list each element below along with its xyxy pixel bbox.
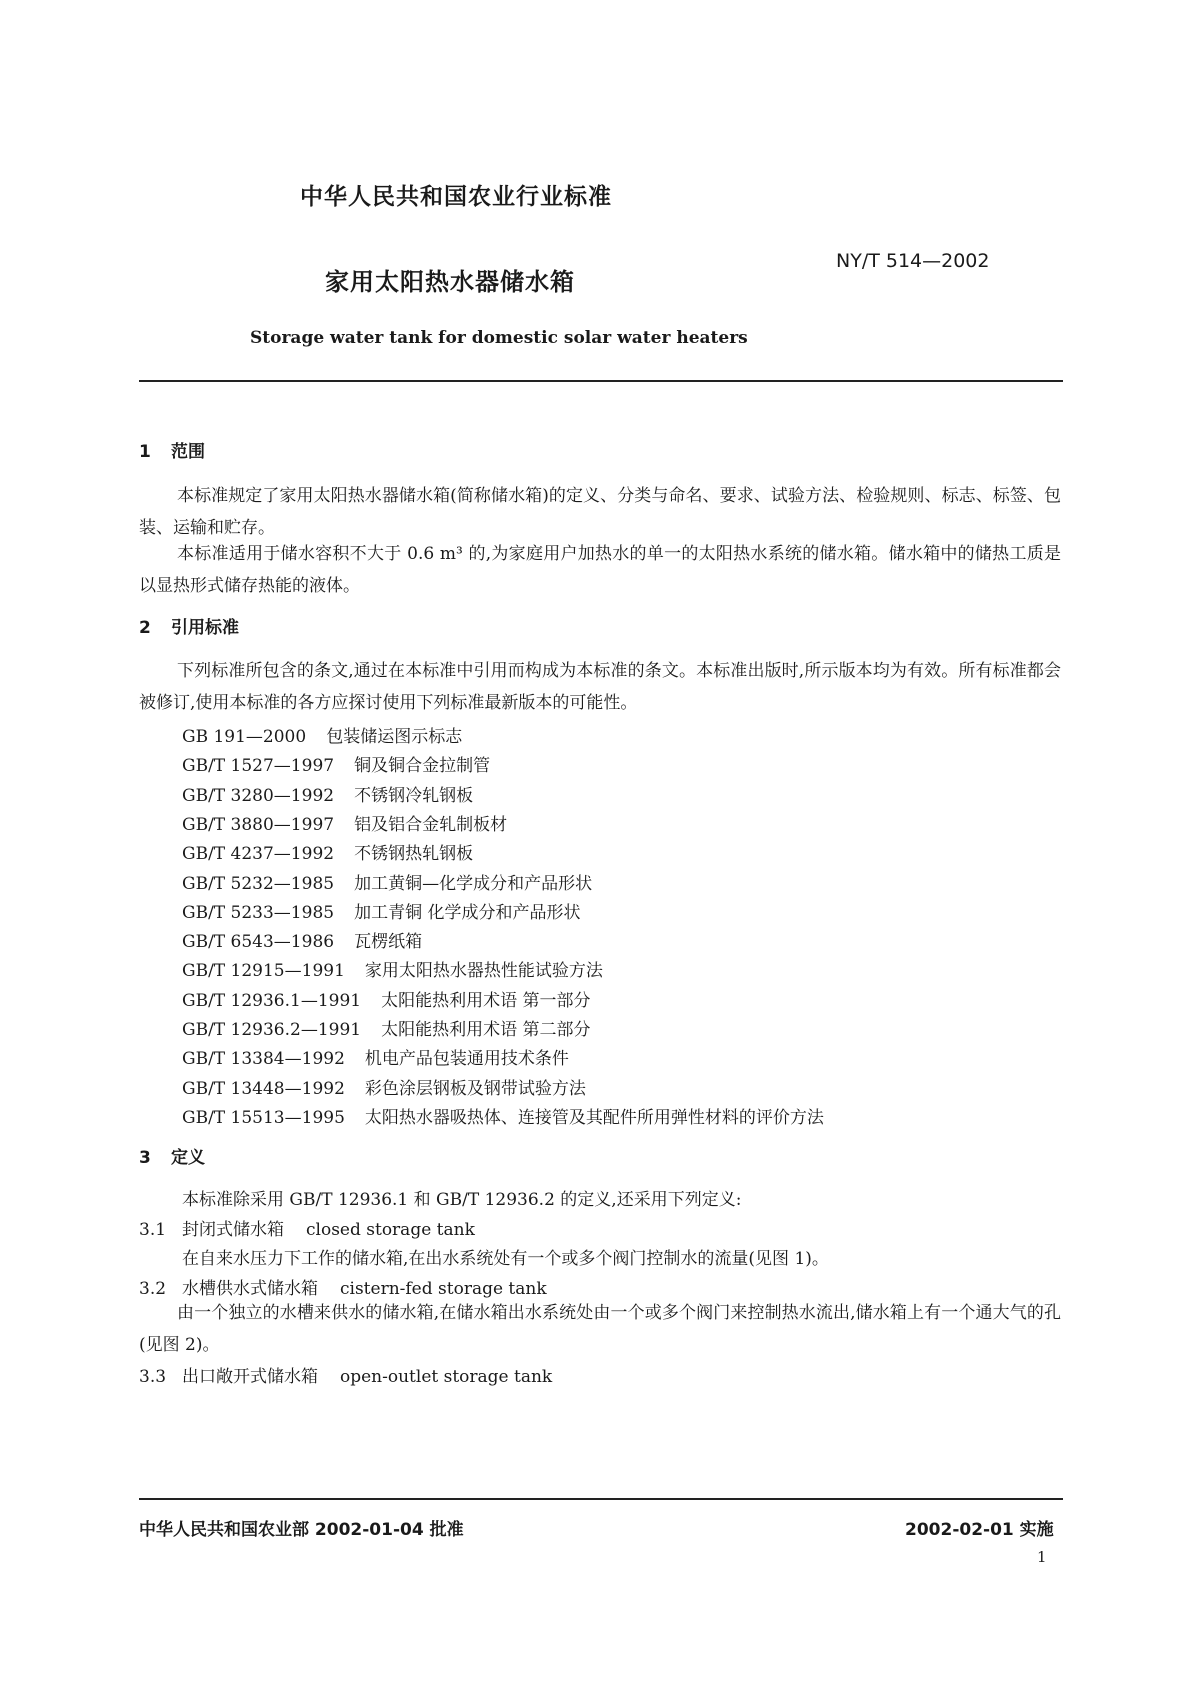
- term-3-2: [139, 1274, 547, 1299]
- reference-code: GB/T 12936.1—1991: [182, 991, 362, 1011]
- term-name-en: open-outlet storage tank: [340, 1367, 553, 1387]
- reference-item: [182, 810, 507, 835]
- term-number: 3.3: [139, 1367, 167, 1387]
- reference-code: GB/T 13384—1992: [182, 1049, 345, 1069]
- section-number: 2: [139, 618, 151, 638]
- section-title: 范围: [171, 442, 205, 462]
- reference-item: [182, 869, 592, 894]
- reference-name: 不锈钢热轧钢板: [354, 844, 474, 864]
- reference-item: [182, 722, 462, 747]
- reference-name: 加工黄铜—化学成分和产品形状: [354, 874, 593, 894]
- reference-code: GB/T 3880—1997: [182, 815, 335, 835]
- term-3-1-description: 在自来水压力下工作的储水箱,在出水系统处有一个或多个阀门控制水的流量(见图 1)。: [182, 1249, 829, 1269]
- reference-code: GB/T 15513—1995: [182, 1108, 345, 1128]
- section-1-paragraph-1: 本标准规定了家用太阳热水器储水箱(简称储水箱)的定义、分类与命名、要求、试验方法、检验规则、标志、标签、包装、运输和贮存。: [139, 486, 1061, 538]
- section-3-paragraph-1: 本标准除采用 GB/T 12936.1 和 GB/T 12936.2 的定义,还采用下列定义:: [182, 1190, 742, 1210]
- reference-item: [182, 751, 490, 776]
- reference-code: GB/T 12936.2—1991: [182, 1020, 362, 1040]
- term-name-cn: 出口敞开式储水箱: [182, 1367, 318, 1387]
- term-3-3: [139, 1362, 552, 1387]
- reference-name: 家用太阳热水器热性能试验方法: [364, 961, 603, 981]
- reference-code: GB/T 5233—1985: [182, 903, 335, 923]
- reference-name: 加工青铜 化学成分和产品形状: [354, 903, 581, 923]
- term-number: 3.2: [139, 1279, 167, 1299]
- section-2-heading: [139, 613, 239, 638]
- term-name-en: closed storage tank: [306, 1220, 475, 1240]
- term-name-en: cistern-fed storage tank: [340, 1279, 547, 1299]
- document-title-cn: 家用太阳热水器储水箱: [325, 268, 575, 296]
- reference-name: 太阳热水器吸热体、连接管及其配件所用弹性材料的评价方法: [364, 1108, 824, 1128]
- reference-name: 彩色涂层钢板及钢带试验方法: [364, 1079, 586, 1099]
- reference-item: [182, 781, 473, 806]
- reference-item: [182, 839, 473, 864]
- reference-item: [182, 1074, 586, 1099]
- reference-name: 太阳能热利用术语 第一部分: [381, 991, 591, 1011]
- reference-item: [182, 1044, 569, 1069]
- section-number: 3: [139, 1148, 151, 1168]
- reference-item: [182, 927, 422, 952]
- reference-item: [182, 1103, 824, 1128]
- reference-code: GB/T 4237—1992: [182, 844, 335, 864]
- reference-code: GB/T 13448—1992: [182, 1079, 345, 1099]
- section-3-heading: [139, 1143, 205, 1168]
- reference-code: GB/T 12915—1991: [182, 961, 345, 981]
- reference-item: [182, 898, 580, 923]
- term-3-1: [139, 1215, 475, 1240]
- standard-code: NY/T 514—2002: [836, 250, 990, 272]
- reference-item: [182, 1015, 591, 1040]
- section-number: 1: [139, 442, 151, 462]
- reference-name: 不锈钢冷轧钢板: [354, 786, 474, 806]
- reference-code: GB/T 1527—1997: [182, 756, 335, 776]
- section-1-heading: [139, 437, 205, 462]
- issuer-approval: 中华人民共和国农业部 2002-01-04 批准: [139, 1520, 464, 1540]
- reference-item: [182, 956, 603, 981]
- reference-name: 机电产品包装通用技术条件: [364, 1049, 569, 1069]
- reference-code: GB/T 5232—1985: [182, 874, 335, 894]
- reference-item: [182, 986, 591, 1011]
- reference-name: 铜及铜合金拉制管: [354, 756, 491, 776]
- term-number: 3.1: [139, 1220, 167, 1240]
- term-name-cn: 封闭式储水箱: [182, 1220, 284, 1240]
- section-title: 引用标准: [171, 618, 239, 638]
- reference-name: 铝及铝合金轧制板材: [354, 815, 508, 835]
- term-3-2-description: 由一个独立的水槽来供水的储水箱,在储水箱出水系统处由一个或多个阀门来控制热水流出,储水箱上有一个通大气的孔(见图 2)。: [139, 1303, 1061, 1355]
- section-2-paragraph-1: 下列标准所包含的条文,通过在本标准中引用而构成为本标准的条文。本标准出版时,所示版本均为有效。所有标准都会被修订,使用本标准的各方应探讨使用下列标准最新版本的可能性。: [139, 661, 1061, 713]
- reference-code: GB/T 6543—1986: [182, 932, 335, 952]
- section-1-paragraph-2: 本标准适用于储水容积不大于 0.6 m³ 的,为家庭用户加热水的单一的太阳热水系统的储水箱。储水箱中的储热工质是以显热形式储存热能的液体。: [139, 544, 1061, 596]
- reference-name: 瓦楞纸箱: [354, 932, 423, 952]
- reference-code: GB/T 3280—1992: [182, 786, 335, 806]
- standard-category: 中华人民共和国农业行业标准: [300, 184, 612, 210]
- footer-divider: [139, 1498, 1063, 1500]
- reference-name: 包装储运图示标志: [326, 727, 463, 747]
- effective-date: 2002-02-01 实施: [905, 1520, 1054, 1540]
- reference-name: 太阳能热利用术语 第二部分: [381, 1020, 591, 1040]
- reference-code: GB 191—2000: [182, 727, 307, 747]
- document-title-en: Storage water tank for domestic solar water heaters: [250, 328, 748, 348]
- header-divider: [139, 380, 1063, 382]
- term-name-cn: 水槽供水式储水箱: [182, 1279, 318, 1299]
- page-number: 1: [1037, 1548, 1047, 1566]
- section-title: 定义: [171, 1148, 205, 1168]
